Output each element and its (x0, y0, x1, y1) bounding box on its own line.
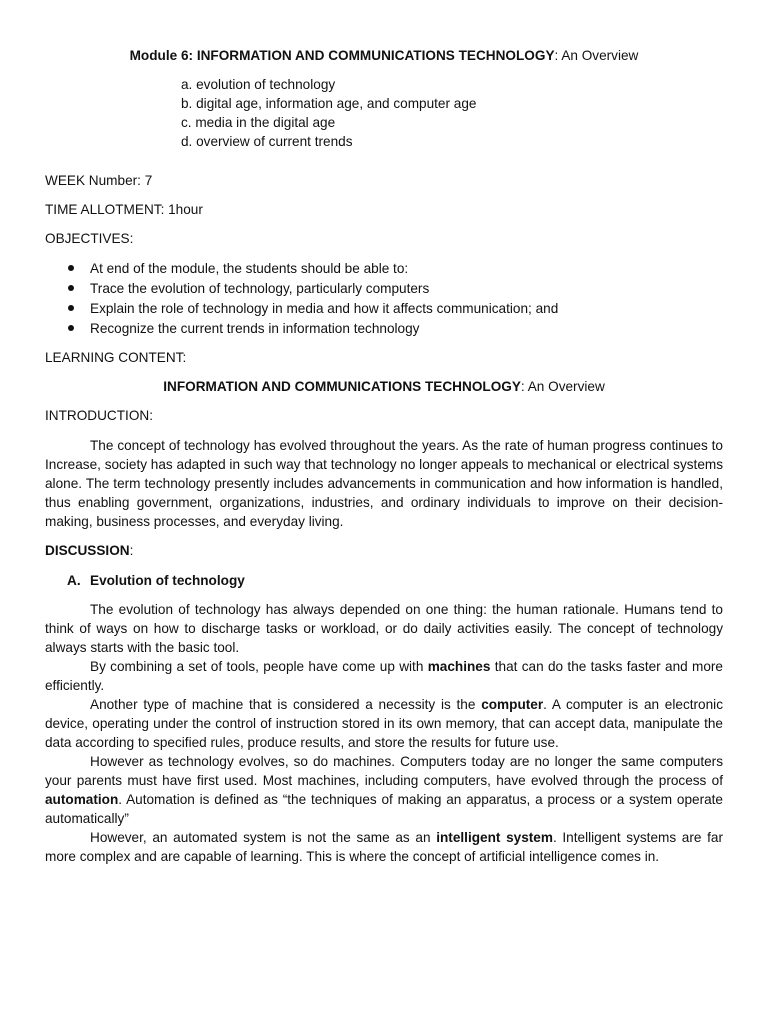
module-title (0, 46, 768, 65)
objectives-label: OBJECTIVES: (45, 231, 134, 246)
time-allotment: TIME ALLOTMENT: 1hour (45, 202, 203, 217)
section-a-heading (67, 571, 245, 590)
paragraph-2: By combining a set of tools, people have come up with machines that can do the tasks faster and more efficiently. (45, 659, 723, 693)
topic-item: a. evolution of technology (181, 77, 336, 92)
paragraph-3: Another type of machine that is considered a necessity is the computer. A computer is an electronic device, operating under the control of instruction stored in its own memory, that can accept data, manipulate the data according to specified rules, produce results, and store the results for future use. (45, 697, 723, 750)
automation-term: automation (45, 792, 119, 807)
machines-term: machines (427, 659, 491, 674)
objectives-list (45, 259, 725, 339)
section-a-title: Evolution of technology (90, 573, 245, 588)
content-title-rest: : An Overview (520, 379, 605, 394)
computer-term: computer (481, 697, 544, 712)
paragraph-4: However as technology evolves, so do machines. Computers today are no longer the same computers your parents must have first used. Most machines, including computers, have evolved through the process of automation. Automation is defined as “the techniques of making an apparatus, a process or a system operate automatically” (45, 754, 723, 826)
section-a-letter: A. (67, 573, 81, 588)
discussion-body (45, 600, 723, 866)
introduction-paragraph (45, 436, 723, 531)
objective-item: Explain the role of technology in media and how it affects communication; and (45, 299, 725, 319)
content-title-bold: INFORMATION AND COMMUNICATIONS TECHNOLOGY (163, 379, 521, 394)
topic-item: c. media in the digital age (181, 115, 336, 130)
objective-item: Trace the evolution of technology, particularly computers (45, 279, 725, 299)
topic-item: b. digital age, information age, and computer age (181, 96, 477, 111)
content-title (0, 377, 768, 396)
topic-item: d. overview of current trends (181, 134, 353, 149)
module-title-bold: Module 6: INFORMATION AND COMMUNICATIONS TECHNOLOGY (129, 48, 555, 63)
week-number: WEEK Number: 7 (45, 173, 153, 188)
introduction-text: The concept of technology has evolved throughout the years. As the rate of human progress continues to Increase, society has adapted in such way that technology no longer appeals to mechanical or electrical systems alone. The term technology presently includes advancements in communication and how information is handled, thus enabling government, organizations, industries, and ordinary individuals to improve on their decision-making, business processes, and everyday living. (45, 438, 723, 529)
module-title-rest: : An Overview (554, 48, 639, 63)
discussion-colon: : (129, 543, 134, 558)
introduction-label: INTRODUCTION: (45, 408, 153, 423)
intelligent-system-term: intelligent system (436, 830, 553, 845)
learning-content-label: LEARNING CONTENT: (45, 350, 187, 365)
paragraph-1: The evolution of technology has always depended on one thing: the human rationale. Humans tend to think of ways on how to discharge tasks or workload, or do daily activities easily. The concept of technology always starts with the basic tool. (45, 602, 723, 655)
objective-item: Recognize the current trends in information technology (45, 319, 725, 339)
module-topics-list (181, 75, 476, 151)
discussion-heading (45, 541, 133, 560)
objective-item: At end of the module, the students should be able to: (45, 259, 725, 279)
discussion-label: DISCUSSION (45, 543, 130, 558)
paragraph-5: However, an automated system is not the same as an intelligent system. Intelligent systems are far more complex and are capable of learning. This is where the concept of artificial intelligence comes in. (45, 830, 724, 864)
